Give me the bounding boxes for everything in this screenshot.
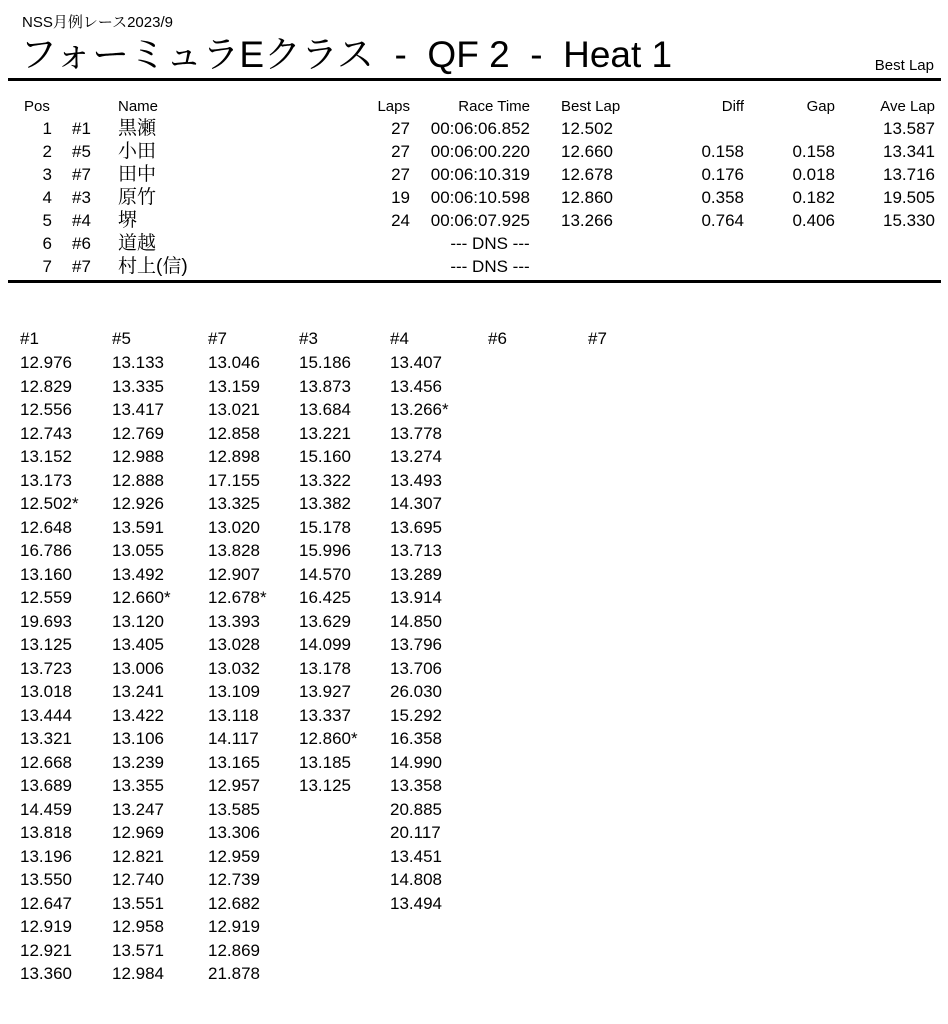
ave-lap-value bbox=[835, 232, 935, 255]
ave-lap-value bbox=[835, 255, 935, 278]
lap-time-value: 13.006 bbox=[112, 658, 164, 678]
lap-time-value: 13.422 bbox=[112, 705, 164, 725]
lap-time-value: 12.682 bbox=[208, 893, 260, 913]
lap-time-value: 12.921 bbox=[20, 940, 72, 960]
lap-time-value: 19.693 bbox=[20, 611, 72, 631]
lap-time-value: 12.829 bbox=[20, 376, 72, 396]
lap-time-value: 13.337 bbox=[299, 705, 351, 725]
lap-time-value: 13.393 bbox=[208, 611, 260, 631]
lap-time-value: 13.407 bbox=[390, 353, 442, 372]
column-header-pos: Pos bbox=[24, 98, 50, 115]
lap-time-value: 20.885 bbox=[390, 799, 442, 819]
lap-column-car-header: #3 bbox=[299, 329, 318, 348]
lap-time-value: 13.109 bbox=[208, 682, 260, 701]
lap-time-value: 13.914 bbox=[390, 588, 442, 607]
race-time-value: 00:06:10.319 bbox=[430, 165, 530, 184]
lap-time-value: 14.099 bbox=[299, 635, 351, 654]
lap-time-value: 13.274 bbox=[390, 447, 442, 466]
lap-time-value: 13.322 bbox=[299, 470, 351, 490]
position-value: 7 bbox=[42, 257, 52, 276]
race-time-value: 00:06:10.598 bbox=[430, 188, 530, 207]
lap-column-car-header: #7 bbox=[588, 329, 607, 348]
laps-value: 27 bbox=[391, 165, 410, 184]
lap-time-value: 12.888 bbox=[112, 470, 164, 490]
diff-value bbox=[649, 255, 744, 278]
laps-value bbox=[350, 232, 410, 255]
lap-time-value: 13.456 bbox=[390, 376, 442, 396]
race-time-value: 00:06:07.925 bbox=[430, 211, 530, 230]
driver-name: 田中 bbox=[118, 164, 157, 185]
lap-time-value: 13.444 bbox=[20, 705, 72, 725]
lap-time-value: 12.858 bbox=[208, 423, 260, 443]
lap-time-value: 13.828 bbox=[208, 541, 260, 560]
lap-time-value: 14.307 bbox=[390, 494, 442, 513]
lap-time-value: 13.020 bbox=[208, 517, 260, 537]
position-value: 3 bbox=[42, 165, 52, 184]
race-time-value: 00:06:06.852 bbox=[430, 119, 530, 138]
lap-time-value: 13.289 bbox=[390, 564, 442, 584]
lap-time-value: 12.502* bbox=[20, 494, 79, 513]
lap-column-car-header: #6 bbox=[488, 329, 507, 348]
best-lap-value: 12.860 bbox=[561, 188, 613, 207]
car-number: #3 bbox=[72, 188, 91, 207]
lap-time-value: 13.021 bbox=[208, 400, 260, 419]
lap-time-value: 13.684 bbox=[299, 400, 351, 419]
event-title: NSS月例レース2023/9 bbox=[22, 14, 173, 31]
lap-time-value: 15.186 bbox=[299, 353, 351, 372]
lap-time-value: 13.796 bbox=[390, 635, 442, 654]
diff-value: 0.176 bbox=[701, 165, 744, 184]
lap-time-value: 14.808 bbox=[390, 870, 442, 889]
lap-column bbox=[588, 327, 681, 351]
title-row bbox=[0, 34, 948, 76]
position-value: 6 bbox=[42, 234, 52, 253]
lap-time-value: 12.919 bbox=[20, 917, 72, 936]
lap-time-value: 13.241 bbox=[112, 682, 164, 701]
lap-time-value: 12.559 bbox=[20, 588, 72, 607]
lap-time-value: 12.668 bbox=[20, 752, 72, 772]
lap-time-value: 13.360 bbox=[20, 964, 72, 983]
lap-time-value: 13.159 bbox=[208, 376, 260, 396]
lap-time-value: 16.425 bbox=[299, 588, 351, 607]
car-number: #7 bbox=[72, 257, 91, 276]
lap-time-value: 13.120 bbox=[112, 611, 164, 631]
lap-time-value: 13.493 bbox=[390, 470, 442, 490]
lap-time-value: 12.869 bbox=[208, 940, 260, 960]
laps-value bbox=[350, 255, 410, 278]
lap-time-value: 12.860* bbox=[299, 729, 358, 748]
diff-value: 0.358 bbox=[701, 188, 744, 207]
lap-time-value: 14.850 bbox=[390, 611, 442, 631]
lap-time-value: 13.106 bbox=[112, 729, 164, 748]
lap-time-value: 13.239 bbox=[112, 752, 164, 772]
results-table-header bbox=[20, 97, 935, 117]
lap-time-value: 13.335 bbox=[112, 376, 164, 396]
column-header-ave-lap: Ave Lap bbox=[880, 98, 935, 115]
column-header-diff: Diff bbox=[721, 98, 744, 115]
lap-time-value: 12.739 bbox=[208, 870, 260, 889]
dns-status: --- DNS --- bbox=[450, 234, 530, 253]
lap-time-value: 12.988 bbox=[112, 447, 164, 466]
lap-time-value: 13.695 bbox=[390, 517, 442, 537]
lap-time-value: 13.689 bbox=[20, 776, 72, 795]
lap-time-value: 16.786 bbox=[20, 541, 72, 560]
lap-time-value: 13.492 bbox=[112, 564, 164, 584]
gap-value: 0.182 bbox=[792, 188, 835, 207]
car-number: #5 bbox=[72, 142, 91, 161]
ave-lap-value: 19.505 bbox=[883, 188, 935, 207]
lap-time-value: 12.740 bbox=[112, 870, 164, 889]
lap-time-value: 12.959 bbox=[208, 846, 260, 866]
lap-time-value: 12.984 bbox=[112, 964, 164, 983]
lap-column bbox=[20, 327, 112, 986]
lap-time-value: 12.958 bbox=[112, 917, 164, 936]
dns-status: --- DNS --- bbox=[450, 257, 530, 276]
position-value: 5 bbox=[42, 211, 52, 230]
lap-time-value: 13.778 bbox=[390, 423, 442, 443]
lap-time-value: 13.152 bbox=[20, 447, 72, 466]
column-header-best-lap: Best Lap bbox=[561, 98, 621, 115]
lap-time-value: 13.032 bbox=[208, 658, 260, 678]
lap-time-value: 12.648 bbox=[20, 517, 72, 537]
driver-name: 小田 bbox=[118, 141, 157, 162]
lap-time-value: 12.769 bbox=[112, 423, 164, 443]
lap-time-value: 14.990 bbox=[390, 752, 442, 772]
best-lap-value bbox=[530, 232, 649, 255]
lap-time-value: 13.133 bbox=[112, 353, 164, 372]
lap-time-value: 13.028 bbox=[208, 635, 260, 654]
ave-lap-value: 15.330 bbox=[883, 211, 935, 230]
lap-time-value: 12.647 bbox=[20, 893, 72, 913]
result-row bbox=[20, 255, 935, 278]
car-number: #4 bbox=[72, 211, 91, 230]
laps-value: 24 bbox=[391, 211, 410, 230]
lap-column-car-header: #7 bbox=[208, 329, 227, 348]
lap-time-value: 12.976 bbox=[20, 353, 72, 372]
lap-time-value: 15.160 bbox=[299, 447, 351, 466]
lap-time-value: 13.266* bbox=[390, 400, 449, 419]
lap-time-value: 12.926 bbox=[112, 494, 164, 513]
driver-name: 堺 bbox=[118, 210, 138, 231]
lap-time-value: 13.325 bbox=[208, 494, 260, 513]
lap-time-value: 13.118 bbox=[208, 705, 259, 725]
lap-time-value: 13.125 bbox=[299, 776, 351, 795]
lap-time-value: 12.556 bbox=[20, 400, 72, 419]
best-lap-corner-label: Best Lap bbox=[874, 57, 934, 74]
lap-time-value: 13.706 bbox=[390, 658, 442, 678]
driver-name: 原竹 bbox=[118, 187, 157, 208]
lap-time-value: 13.185 bbox=[299, 752, 351, 772]
lap-time-value: 15.996 bbox=[299, 541, 351, 560]
laps-value: 27 bbox=[391, 142, 410, 161]
lap-time-value: 13.046 bbox=[208, 353, 260, 372]
results-table bbox=[0, 97, 948, 278]
results-divider bbox=[8, 280, 941, 283]
lap-column bbox=[390, 327, 488, 915]
lap-time-value: 13.550 bbox=[20, 870, 72, 889]
column-header-name: Name bbox=[118, 98, 159, 115]
laps-value: 19 bbox=[391, 188, 410, 207]
ave-lap-value: 13.716 bbox=[883, 165, 935, 184]
diff-value: 0.764 bbox=[701, 211, 744, 230]
lap-column bbox=[299, 327, 390, 798]
lap-time-value: 13.125 bbox=[20, 635, 72, 654]
lap-time-value: 13.417 bbox=[112, 400, 164, 419]
lap-time-value: 21.878 bbox=[208, 964, 260, 983]
column-header-race-time: Race Time bbox=[458, 98, 530, 115]
lap-time-value: 13.173 bbox=[20, 470, 72, 490]
lap-time-value: 12.907 bbox=[208, 564, 260, 584]
car-number: #1 bbox=[72, 119, 91, 138]
lap-column bbox=[112, 327, 208, 986]
column-header-gap: Gap bbox=[806, 98, 835, 115]
ave-lap-value: 13.341 bbox=[883, 142, 935, 161]
car-number: #7 bbox=[72, 165, 91, 184]
lap-time-value: 14.117 bbox=[208, 729, 259, 748]
results-table-body bbox=[20, 117, 935, 278]
lap-time-value: 15.292 bbox=[390, 705, 442, 725]
lap-time-value: 12.743 bbox=[20, 423, 72, 443]
lap-time-value: 13.723 bbox=[20, 658, 72, 678]
lap-column-car-header: #1 bbox=[20, 329, 39, 348]
best-lap-value: 13.266 bbox=[561, 211, 613, 230]
driver-name: 黒瀬 bbox=[118, 118, 157, 139]
lap-time-value: 14.459 bbox=[20, 799, 72, 819]
result-row bbox=[20, 163, 935, 186]
title-divider bbox=[8, 78, 941, 81]
best-lap-value: 12.502 bbox=[561, 119, 613, 138]
lap-time-value: 13.321 bbox=[20, 729, 72, 748]
lap-time-value: 13.178 bbox=[299, 658, 351, 678]
result-row bbox=[20, 117, 935, 140]
page-title: フォーミュラEクラス - QF 2 - Heat 1 bbox=[20, 34, 673, 75]
lap-time-value: 13.382 bbox=[299, 494, 351, 513]
gap-value: 0.158 bbox=[792, 142, 835, 161]
lap-time-value: 12.678* bbox=[208, 588, 267, 607]
lap-time-value: 20.117 bbox=[390, 823, 441, 842]
lap-time-value: 13.451 bbox=[390, 846, 442, 866]
gap-value: 0.018 bbox=[792, 165, 835, 184]
result-row bbox=[20, 209, 935, 232]
race-time-value: 00:06:00.220 bbox=[430, 142, 530, 161]
lap-time-value: 13.306 bbox=[208, 823, 260, 842]
lap-time-value: 13.571 bbox=[112, 940, 164, 960]
gap-value bbox=[744, 117, 835, 140]
result-row bbox=[20, 186, 935, 209]
lap-time-value: 12.919 bbox=[208, 917, 260, 936]
gap-value: 0.406 bbox=[792, 211, 835, 230]
lap-time-value: 13.355 bbox=[112, 776, 164, 795]
lap-time-value: 15.178 bbox=[299, 517, 351, 537]
diff-value bbox=[649, 232, 744, 255]
lap-time-value: 26.030 bbox=[390, 682, 442, 701]
lap-time-value: 12.660* bbox=[112, 588, 171, 607]
best-lap-value bbox=[530, 255, 649, 278]
gap-value bbox=[744, 255, 835, 278]
lap-time-value: 14.570 bbox=[299, 564, 351, 584]
lap-time-value: 13.055 bbox=[112, 541, 164, 560]
gap-value bbox=[744, 232, 835, 255]
position-value: 2 bbox=[42, 142, 52, 161]
lap-time-value: 12.957 bbox=[208, 776, 260, 795]
lap-time-value: 13.494 bbox=[390, 893, 442, 913]
lap-time-value: 13.221 bbox=[299, 423, 351, 443]
lap-time-value: 13.551 bbox=[112, 893, 164, 913]
position-value: 1 bbox=[42, 119, 52, 138]
lap-time-value: 12.821 bbox=[112, 846, 164, 866]
lap-time-value: 13.165 bbox=[208, 752, 260, 772]
lap-column-car-header: #5 bbox=[112, 329, 131, 348]
lap-time-value: 13.358 bbox=[390, 776, 442, 795]
lap-time-value: 12.898 bbox=[208, 447, 260, 466]
result-row bbox=[20, 232, 935, 255]
lap-time-value: 13.927 bbox=[299, 682, 351, 701]
best-lap-value: 12.678 bbox=[561, 165, 613, 184]
column-header-car bbox=[52, 97, 110, 117]
lap-time-value: 12.969 bbox=[112, 823, 164, 842]
result-row bbox=[20, 140, 935, 163]
lap-time-value: 13.018 bbox=[20, 682, 72, 701]
lap-time-value: 13.247 bbox=[112, 799, 164, 819]
lap-time-value: 13.405 bbox=[112, 635, 164, 654]
diff-value bbox=[649, 117, 744, 140]
lap-time-value: 13.873 bbox=[299, 376, 351, 396]
position-value: 4 bbox=[42, 188, 52, 207]
driver-name: 村上(信) bbox=[118, 256, 188, 277]
lap-column bbox=[488, 327, 588, 351]
lap-times-table bbox=[0, 327, 948, 986]
lap-column bbox=[208, 327, 299, 986]
best-lap-value: 12.660 bbox=[561, 142, 613, 161]
lap-time-value: 13.591 bbox=[112, 517, 164, 537]
diff-value: 0.158 bbox=[701, 142, 744, 161]
ave-lap-value: 13.587 bbox=[883, 119, 935, 138]
lap-time-value: 13.818 bbox=[20, 823, 72, 842]
laps-value: 27 bbox=[391, 119, 410, 138]
lap-time-value: 13.196 bbox=[20, 846, 72, 866]
lap-time-value: 13.160 bbox=[20, 564, 72, 584]
driver-name: 道越 bbox=[118, 233, 157, 254]
lap-time-value: 13.713 bbox=[390, 541, 442, 560]
lap-time-value: 16.358 bbox=[390, 729, 442, 748]
lap-time-value: 13.585 bbox=[208, 799, 260, 819]
lap-time-value: 17.155 bbox=[208, 470, 260, 490]
car-number: #6 bbox=[72, 234, 91, 253]
lap-column-car-header: #4 bbox=[390, 329, 409, 348]
column-header-laps: Laps bbox=[377, 98, 410, 115]
lap-time-value: 13.629 bbox=[299, 611, 351, 631]
